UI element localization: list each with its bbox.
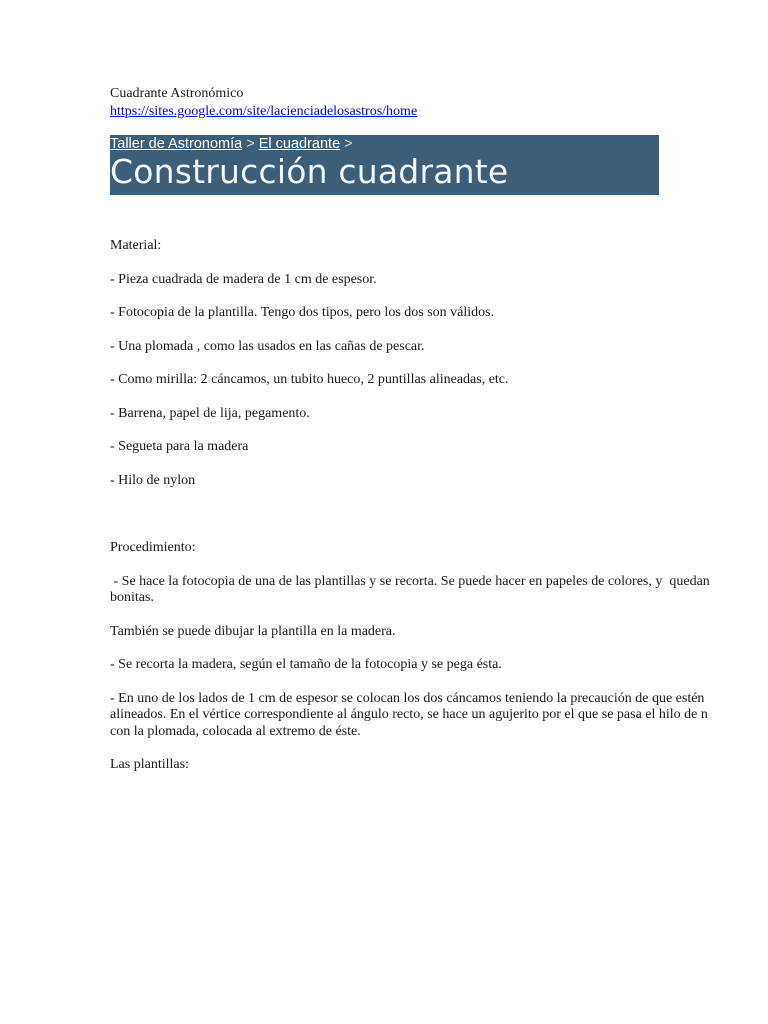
procedure-step-line: alineados. En el vértice correspondiente al ángulo recto, se hace un agujerito por el que se pasa el hilo de n <box>110 707 708 722</box>
procedure-step: - Se recorta la madera, según el tamaño de la fotocopia y se pega ésta. <box>110 657 502 672</box>
material-item: - Segueta para la madera <box>110 439 249 454</box>
page-banner <box>110 135 659 195</box>
page-title: Construcción cuadrante <box>110 152 509 191</box>
breadcrumb-cuadrante-link[interactable]: El cuadrante <box>258 136 341 152</box>
procedure-heading: Procedimiento: <box>110 540 196 555</box>
procedure-step-line: bonitas. <box>110 590 154 605</box>
breadcrumb-separator: > <box>246 136 255 152</box>
material-item: - Como mirilla: 2 cáncamos, un tubito hueco, 2 puntillas alineadas, etc. <box>110 372 509 387</box>
templates-heading: Las plantillas: <box>110 757 189 772</box>
breadcrumb-taller-link[interactable]: Taller de Astronomía <box>110 136 243 152</box>
procedure-step-line: - Se hace la fotocopia de una de las plantillas y se recorta. Se puede hacer en papeles de colores, y quedan <box>110 573 710 589</box>
material-heading: Material: <box>110 238 162 253</box>
breadcrumb <box>110 135 659 153</box>
document-title: Cuadrante Astronómico <box>110 86 244 101</box>
breadcrumb-separator: > <box>344 136 353 152</box>
source-link[interactable]: https://sites.google.com/site/lacienciadelosastros/home <box>110 104 418 119</box>
document-body <box>110 238 768 774</box>
procedure-note: También se puede dibujar la plantilla en la madera. <box>110 623 396 639</box>
material-item: - Barrena, papel de lija, pegamento. <box>110 405 310 421</box>
material-item: - Fotocopia de la plantilla. Tengo dos tipos, pero los dos son válidos. <box>110 305 495 320</box>
material-item: - Pieza cuadrada de madera de 1 cm de espesor. <box>110 271 377 287</box>
material-item: - Hilo de nylon <box>110 472 196 488</box>
procedure-step-line: - En uno de los lados de 1 cm de espesor se colocan los dos cáncamos teniendo la precaución de que estén <box>110 690 705 706</box>
document-page <box>110 86 768 774</box>
procedure-step-line: con la plomada, colocada al extremo de éste. <box>110 723 361 739</box>
material-item: - Una plomada , como las usados en las cañas de pescar. <box>110 338 425 354</box>
